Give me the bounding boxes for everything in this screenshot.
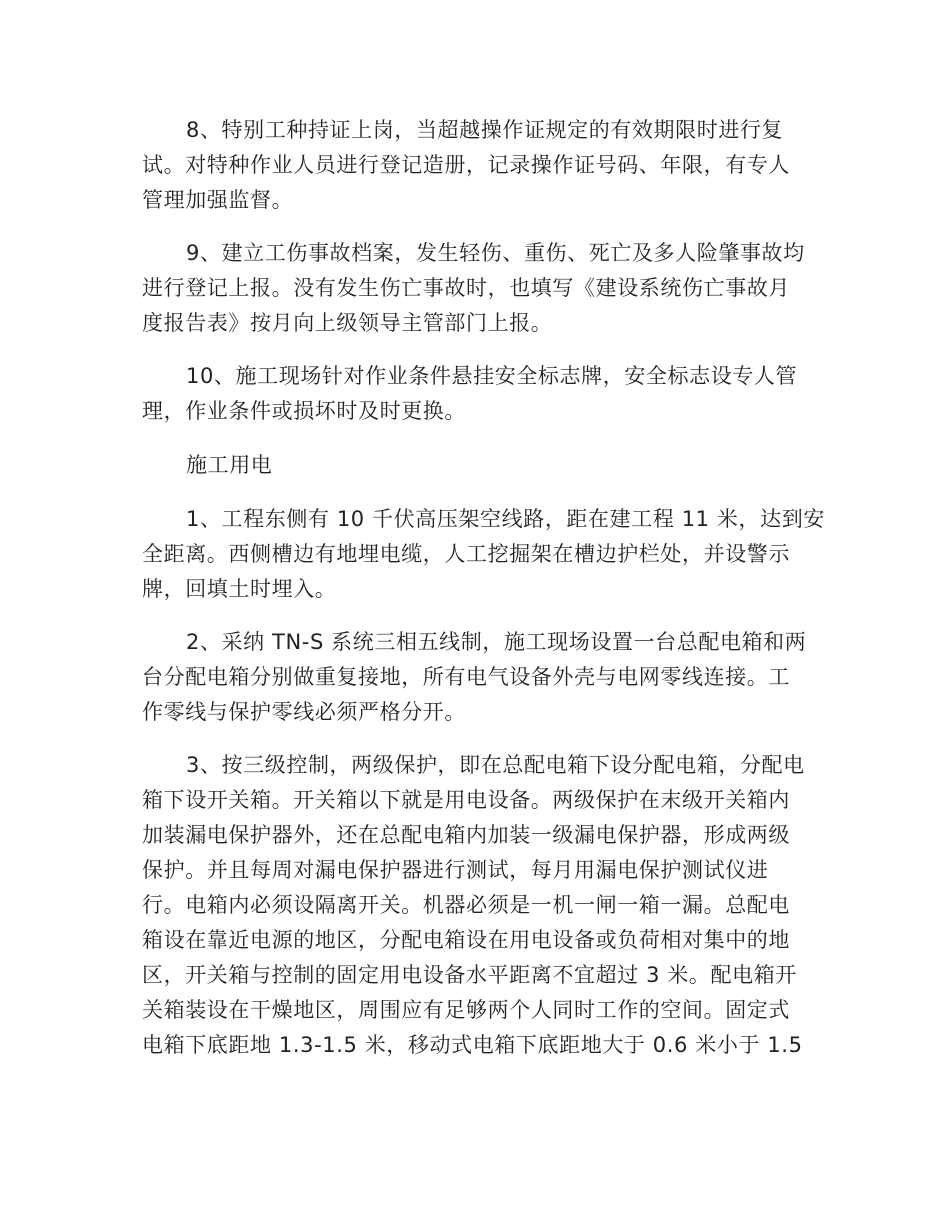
paragraph-9-line-1: 9、建立工伤事故档案，发生轻伤、重伤、死亡及多人险肇事故均: [186, 241, 805, 265]
electric-item-1-line-2: 全距离。西侧槽边有地埋电缆，人工挖掘架在槽边护栏处，并设警示: [142, 542, 790, 566]
electric-item-3-line-9: 电箱下底距地 1.3-1.5 米，移动式电箱下底距地大于 0.6 米小于 1.5: [142, 1033, 803, 1057]
electric-item-2-line-1: 2、采纳 TN-S 系统三相五线制，施工现场设置一台总配电箱和两: [186, 630, 807, 654]
electric-item-1-line-1: 1、工程东侧有 10 千伏高压架空线路，距在建工程 11 米，达到安: [186, 507, 825, 531]
section-heading: 施工用电: [186, 453, 273, 477]
paragraph-8-line-1: 8、特别工种持证上岗，当超越操作证规定的有效期限时进行复: [186, 118, 784, 142]
electric-item-3-line-4: 保护。并且每周对漏电保护器进行测试，每月用漏电保护测试仪进: [142, 858, 769, 882]
paragraph-8-line-2: 试。对特种作业人员进行登记造册，记录操作证号码、年限，有专人: [142, 153, 790, 177]
paragraph-10-line-1: 10、施工现场针对作业条件悬挂安全标志牌，安全标志设专人管: [186, 364, 798, 388]
electric-item-3-line-2: 箱下设开关箱。开关箱以下就是用电设备。两级保护在末级开关箱内: [142, 788, 790, 812]
electric-item-3-line-8: 关箱装设在干燥地区，周围应有足够两个人同时工作的空间。固定式: [142, 998, 790, 1022]
electric-item-2-line-2: 台分配电箱分别做重复接地，所有电气设备外壳与电网零线连接。工: [142, 665, 790, 689]
electric-item-3-line-6: 箱设在靠近电源的地区，分配电箱设在用电设备或负荷相对集中的地: [142, 928, 790, 952]
paragraph-9-line-2: 进行登记上报。没有发生伤亡事故时，也填写《建设系统伤亡事故月: [142, 276, 790, 300]
paragraph-8-line-3: 管理加强监督。: [142, 188, 294, 212]
electric-item-3-line-3: 加装漏电保护器外，还在总配电箱内加装一级漏电保护器，形成两级: [142, 823, 790, 847]
paragraph-9-line-3: 度报告表》按月向上级领导主管部门上报。: [142, 311, 553, 335]
paragraph-10-line-2: 理，作业条件或损坏时及时更换。: [142, 399, 466, 423]
electric-item-3-line-1: 3、按三级控制，两级保护，即在总配电箱下设分配电箱，分配电: [186, 753, 805, 777]
electric-item-2-line-3: 作零线与保护零线必须严格分开。: [142, 700, 466, 724]
electric-item-3-line-7: 区，开关箱与控制的固定用电设备水平距离不宜超过 3 米。配电箱开: [142, 963, 797, 987]
electric-item-1-line-3: 牌，回填土时埋入。: [142, 577, 337, 601]
electric-item-3-line-5: 行。电箱内必须设隔离开关。机器必须是一机一闸一箱一漏。总配电: [142, 893, 790, 917]
